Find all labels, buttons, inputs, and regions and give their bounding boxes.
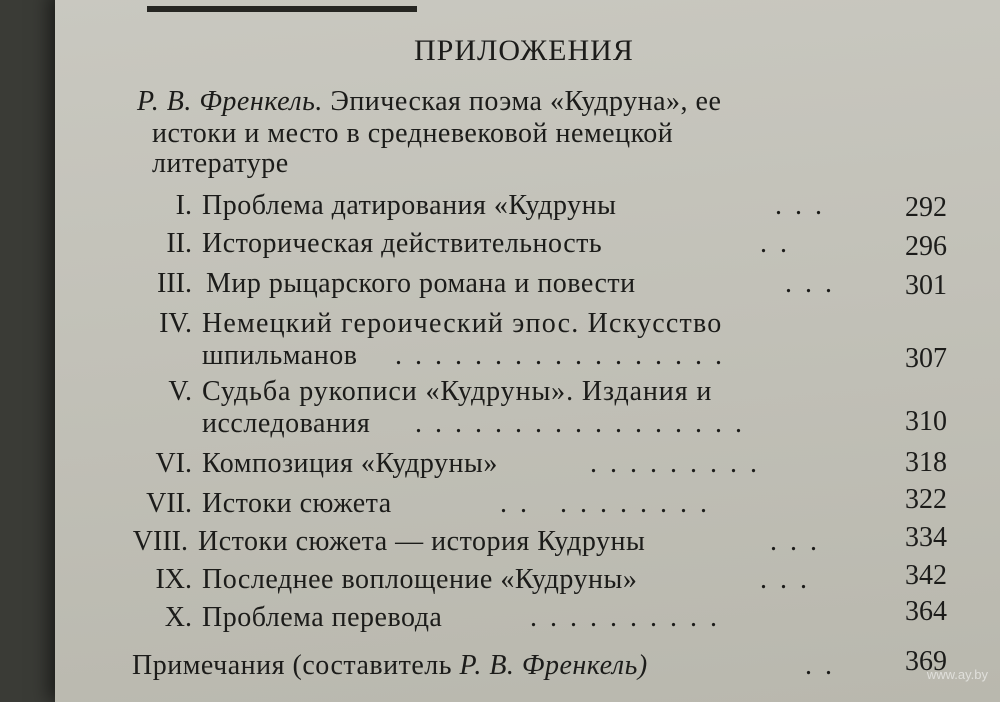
- entry-number: I.: [175, 190, 192, 221]
- dot-leader: ...: [770, 526, 830, 557]
- entry-number: VIII.: [132, 526, 188, 557]
- entry-title: Историческая действительность: [202, 228, 603, 259]
- entry-title-line-1: Немецкий героический эпос. Искусство: [202, 308, 723, 339]
- dot-leader: .. ........: [500, 488, 720, 519]
- entry-title-line-2: исследования: [202, 408, 371, 439]
- entry-title: Последнее воплощение «Кудруны»: [202, 564, 638, 595]
- entry-title-line-2: шпильманов: [202, 340, 358, 371]
- notes-label: Примечания (составитель: [132, 650, 453, 681]
- dot-leader: ..........: [530, 602, 730, 633]
- dot-leader: .................: [415, 408, 755, 439]
- entry-number: V.: [168, 376, 192, 407]
- entry-page: 301: [905, 270, 947, 301]
- intro-title-line-1: Эпическая поэма «Кудруна», ее: [330, 86, 722, 117]
- notes-entry: [132, 652, 648, 680]
- entry-number: VII.: [146, 488, 192, 519]
- dot-leader: .................: [395, 340, 735, 371]
- intro-author: Р. В. Френкель.: [137, 86, 323, 117]
- entry-page: 296: [905, 231, 947, 262]
- top-rule: [147, 6, 417, 12]
- entry-page: 292: [905, 192, 947, 223]
- dot-leader: ...: [775, 190, 835, 221]
- page-heading: ПРИЛОЖЕНИЯ: [414, 34, 634, 67]
- entry-title: Композиция «Кудруны»: [202, 448, 498, 479]
- intro-title-line-2: истоки и место в средневековой немецкой: [152, 118, 674, 149]
- entry-title: Истоки сюжета — история Кудруны: [198, 526, 646, 557]
- entry-page: 342: [905, 560, 947, 591]
- entry-page: 318: [905, 447, 947, 478]
- entry-title: Проблема перевода: [202, 602, 443, 633]
- entry-number: IV.: [159, 308, 192, 339]
- entry-title: Истоки сюжета: [202, 488, 392, 519]
- intro-title-line-3: литературе: [152, 148, 289, 179]
- entry-page: 310: [905, 406, 947, 437]
- entry-number: VI.: [155, 448, 192, 479]
- entry-title: Проблема датирования «Кудруны: [202, 190, 617, 221]
- dot-leader: .........: [590, 448, 770, 479]
- intro-line-1: [137, 88, 721, 116]
- entry-title: Мир рыцарского романа и повести: [206, 268, 636, 299]
- dot-leader: ..: [805, 650, 845, 681]
- notes-author: Р. В. Френкель): [459, 650, 648, 681]
- entry-number: II.: [166, 228, 192, 259]
- entry-number: X.: [164, 602, 192, 633]
- entry-page: 307: [905, 343, 947, 374]
- dot-leader: ...: [760, 564, 820, 595]
- entry-title-line-1: Судьба рукописи «Кудруны». Издания и: [202, 376, 713, 407]
- entry-page: 334: [905, 522, 947, 553]
- notes-page: 369: [905, 646, 947, 677]
- entry-number: IX.: [155, 564, 192, 595]
- dot-leader: ...: [785, 268, 845, 299]
- entry-page: 364: [905, 596, 947, 627]
- dot-leader: ..: [760, 228, 800, 259]
- entry-page: 322: [905, 484, 947, 515]
- watermark: www.ay.by: [926, 667, 988, 682]
- entry-number: III.: [157, 268, 192, 299]
